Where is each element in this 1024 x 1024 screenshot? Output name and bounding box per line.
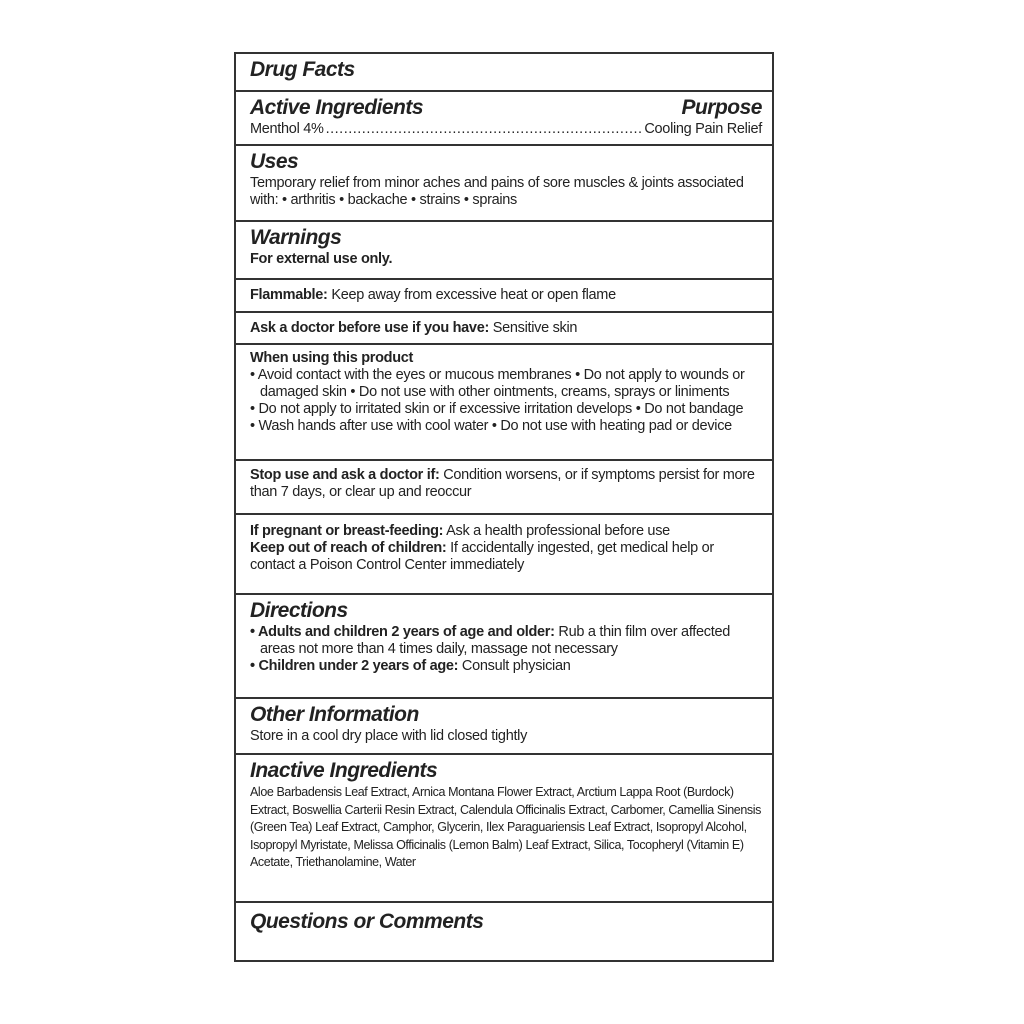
- ask-doctor-detail: Sensitive skin: [489, 320, 578, 336]
- flammable-label: Flammable:: [250, 287, 328, 303]
- pregnancy-children-section: [236, 515, 772, 595]
- when-using-label: When using this product: [250, 350, 414, 366]
- children-age-detail: Consult physician: [458, 658, 571, 674]
- other-information-section: [236, 699, 772, 755]
- stop-use-label: Stop use and ask a doctor if:: [250, 467, 440, 483]
- list-item: • Avoid contact with the eyes or mucous membranes • Do not apply to wounds or damaged skin • Do not use with other ointments, creams, sprays or liniments: [250, 367, 745, 400]
- children-text: [250, 540, 762, 574]
- flammable-section: [236, 280, 772, 313]
- children-direction: [250, 658, 762, 675]
- warnings-heading: Warnings: [250, 226, 342, 249]
- flammable-text: [250, 287, 762, 304]
- dot-leader: [326, 121, 643, 138]
- uses-heading: Uses: [250, 150, 299, 173]
- inactive-ingredients-section: [236, 755, 772, 903]
- uses-text: Temporary relief from minor aches and pains of sore muscles & joints associated with: • arthritis • backache • strains • sprains: [250, 175, 744, 208]
- adults-detail: Rub a thin film over affected areas not more than 4 times daily, massage not necessary: [260, 624, 730, 657]
- other-information-heading: Other Information: [250, 703, 419, 726]
- stop-use-section: [236, 461, 772, 515]
- children-detail: If accidentally ingested, get medical help or contact a Poison Control Center immediately: [250, 540, 714, 573]
- pregnant-text: [250, 523, 762, 540]
- ask-doctor-text: [250, 320, 762, 337]
- adults-label: • Adults and children 2 years of age and older:: [250, 624, 555, 640]
- when-using-section: [236, 345, 772, 461]
- active-purpose: Cooling Pain Relief: [644, 121, 762, 137]
- list-item: • Do not apply to irritated skin or if excessive irritation develops • Do not bandage: [250, 401, 744, 417]
- inactive-ingredients-text: Aloe Barbadensis Leaf Extract, Arnica Montana Flower Extract, Arctium Lappa Root (Burdock) Extract, Boswellia Carterii Resin Extract, Calendula Officinalis Extract, Carbomer, Camellia Sinensis (Green Tea) Leaf Extract, Camphor, Glycerin, Ilex Paraguariensis Leaf Extract, Isopropyl Alcohol, Isopropyl Myristate, Melissa Officinalis (Lemon Balm) Leaf Extract, Silica, Tocopheryl (Vitamin E) Acetate, Triethanolamine, Water: [250, 785, 761, 869]
- when-using-list: [250, 367, 762, 435]
- ask-doctor-section: [236, 313, 772, 345]
- drug-facts-panel: [234, 52, 774, 962]
- stop-use-detail: Condition worsens, or if symptoms persist for more than 7 days, or clear up and reoccur: [250, 467, 755, 500]
- active-ingredients-heading: Active Ingredients: [250, 96, 424, 119]
- title-section: [236, 54, 772, 92]
- children-age-label: • Children under 2 years of age:: [250, 658, 459, 674]
- other-information-text: Store in a cool dry place with lid closed tightly: [250, 728, 528, 744]
- directions-heading: Directions: [250, 599, 348, 622]
- flammable-detail: Keep away from excessive heat or open flame: [327, 287, 616, 303]
- directions-section: [236, 595, 772, 699]
- warnings-section: [236, 222, 772, 280]
- external-use-text: [250, 251, 762, 268]
- inactive-ingredients-heading: Inactive Ingredients: [250, 759, 438, 782]
- active-ingredients-section: [236, 92, 772, 146]
- ask-doctor-label: Ask a doctor before use if you have:: [250, 320, 489, 336]
- uses-section: [236, 146, 772, 222]
- list-item: • Wash hands after use with cool water • Do not use with heating pad or device: [250, 418, 732, 434]
- active-ingredient: Menthol 4%: [250, 121, 324, 137]
- questions-heading: Questions or Comments: [250, 910, 484, 933]
- pregnant-label: If pregnant or breast-feeding:: [250, 523, 444, 539]
- when-using-heading: [250, 350, 762, 367]
- active-heading-row: [250, 95, 762, 121]
- active-ingredient-row: [250, 121, 762, 138]
- questions-section: [236, 903, 772, 960]
- pregnant-detail: Ask a health professional before use: [443, 523, 670, 539]
- adults-direction: [250, 624, 762, 658]
- external-use-label: For external use only.: [250, 251, 393, 267]
- purpose-heading: Purpose: [681, 96, 762, 119]
- stop-use-text: [250, 467, 762, 501]
- children-label: Keep out of reach of children:: [250, 540, 447, 556]
- drug-facts-title: Drug Facts: [250, 58, 355, 81]
